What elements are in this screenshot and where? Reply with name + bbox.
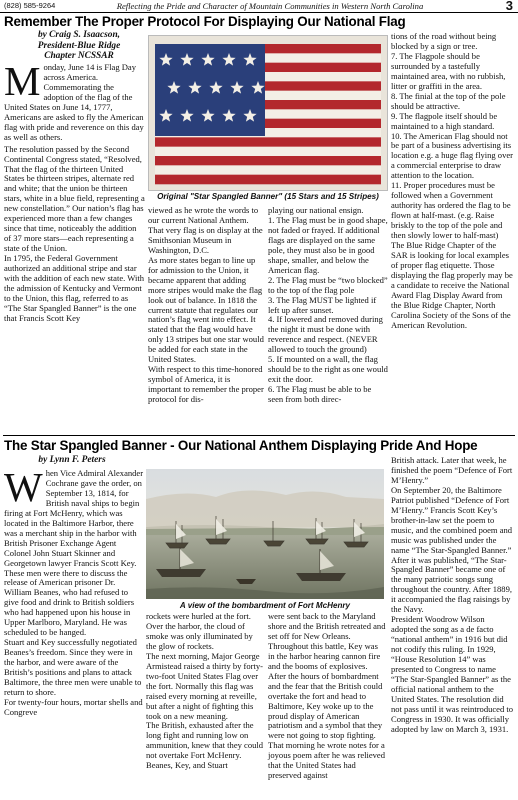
- article1-lead: onday, June 14 is Flag Day across America. Commemorating the adoption of the flag of the United States on June 14, 1777, Americans are asked to fly the American flag with pride and reverence on this day as well as others.: [4, 62, 144, 142]
- page-header: [0, 0, 518, 13]
- flag-stripe: [155, 175, 381, 185]
- fort-caption: A view of the bombardment of Fort McHenry: [179, 601, 351, 610]
- paragraph: The British, exhausted after the long fight and running low on ammunition, knew that they could not overtake Fort McHenry. Beanes, Key, and Stuart: [146, 720, 264, 771]
- paragraph: For twenty-four hours, mortar shells and Congreve: [4, 696, 143, 717]
- flag-stripe: [155, 156, 381, 166]
- paragraph: The next morning, Major George Armistead raised a thirty by forty-two-foot United States Flag over the fort. Normally this flag was raised every morning at reveille, but after a night of fighting this took on a new meaning.: [146, 650, 264, 721]
- article1-byline: [12, 30, 146, 62]
- flag-stripe: [155, 137, 381, 147]
- article2-headline: The Star Spangled Banner - Our National Anthem Displaying Pride And Hope: [4, 438, 478, 453]
- dropcap-w: W: [4, 464, 43, 510]
- paragraph: As more states began to line up for admission to the Union, it became apparent that adding more stripes would make the flag look out of balance. In 1818 the current statute that regulates our nation’s flag went into effect. It stated that the flag would have only 13 stripes but one star would be added for each state in the United States.: [148, 254, 264, 365]
- paragraph: 9. The flagpole itself should be maintained to a high standard.: [391, 110, 498, 131]
- paragraph: British attack. Later that week, he finished the poem “Defence of Fort M’Henry.”: [391, 455, 513, 485]
- paragraph: 6. The Flag must be able to be seen from both direc-: [268, 384, 372, 405]
- fort-mchenry-image: [146, 469, 384, 599]
- article1-headline: Remember The Proper Protocol For Displaying Our National Flag: [4, 14, 406, 29]
- paragraph: 1. The Flag must be in good shape, not faded or frayed. If additional flags are displayed on the same pole, they must also be in good shape, smaller, and below the American flag.: [268, 214, 388, 275]
- article2-column-1: [4, 464, 144, 718]
- byline-line: President-Blue Ridge: [37, 40, 121, 51]
- paragraph: 11. Proper procedures must be followed when a Government authority has ordered the flag to be flown at half-mast. (e.g. Raise briskly to the top of the pole and then slowly lower to half-mast): [391, 180, 511, 241]
- paragraph: 7. The Flagpole should be surrounded by a tastefully maintained area, with no rubbish, litter or graffiti in the area.: [391, 50, 506, 91]
- paragraph: playing our national ensign.: [268, 205, 364, 215]
- paragraph: viewed as he wrote the words to our current National Anthem. That very flag is on display at the Smithsonian Museum in Washington, D.C.: [148, 205, 263, 255]
- flag-image: [148, 35, 388, 191]
- page-number: 3: [505, 0, 513, 13]
- paragraph: hen Vice Admiral Alexander Cochrane gave the order, on September 13, 1814, for British naval ships to begin firing at Fort McHenry, which was located in the Baltimore Harbor, there was a merchant ship in the harbor with British Prisoner Exchange Agent Colonel John Stuart Skinner and Georgetown lawyer Francis Scott Key. These men were there to discuss the release of American prisoner Dr. William Beanes, who had refused to give food and drink to British soldiers who had happened upon his house in Upper Marlboro, Maryland. He was scheduled to be hanged.: [4, 468, 144, 638]
- flag-stripe: [155, 165, 381, 175]
- section-divider: [3, 435, 515, 436]
- paragraph: 8. The finial at the top of the pole should be attractive.: [391, 90, 506, 111]
- paragraph: 10. The American Flag should not be part of a business advertising its location e.g. a huge flag flying over a commercial enterprise to draw attention to the location.: [391, 130, 513, 181]
- article1-column-4: [391, 32, 513, 331]
- paragraph: rockets were hurled at the fort. Over the harbor, the cloud of smoke was only illuminated by the glow of rockets.: [146, 611, 253, 651]
- paragraph: The Blue Ridge Chapter of the SAR is looking for local examples of proper flag etiquette. Those displaying the flag properly may be a candidate to receive the National Award Flag Display Award from the Blue Ridge Chapter, North Carolina Society of the Sons of the American Revolution.: [391, 240, 513, 330]
- paragraph: In 1795, the Federal Government authorized an additional stripe and star with the addition of each new state. With the admission of Kentucky and Vermont to the Union, this flag, referred to as “The Star Spangled Banner” is the one that Francis Scott Key: [4, 253, 145, 323]
- article2-column-2: [146, 612, 264, 771]
- article1-column-3: [268, 206, 388, 405]
- paragraph: 4. If lowered and removed during the night it must be done with reverence and respect. (NEVER allowed to touch the ground): [268, 314, 383, 355]
- paragraph: tions of the road without being blocked by a sign or tree.: [391, 31, 497, 51]
- article1-column-1: [4, 58, 145, 324]
- paragraph: After it was published, “The Star-Spangled Banner” became one of the many patriotic songs sung throughout the country. After 1889, it accompanied the flag raisings by the Navy.: [391, 554, 512, 615]
- flag-svg: [149, 36, 387, 190]
- flag-caption: Original "Star Spangled Banner" (15 Stars and 15 Stripes): [157, 192, 379, 201]
- paragraph: Stuart and Key successfully negotiated Beanes’s freedom. Since they were in the harbor, and were aware of the British’s positions and plans to attack Baltimore, the three men were unable to return to shore.: [4, 637, 142, 697]
- byline-line: Chapter NCSSAR: [44, 51, 114, 61]
- article1-column-2: [148, 206, 264, 405]
- paragraph: President Woodrow Wilson adopted the song as a de facto “national anthem” in 1916 but did not codify this ruling. In 1929, “House Resolution 14” was presented to Congress to name “The Star-Spangled Banner” as the official national anthem to the United States. The resolution did not pass until it was reintroduced to Congress in 1930. It was officially adopted by law on March 3, 1931.: [391, 614, 514, 734]
- paragraph: 5. If mounted on a wall, the flag should be to the right as one would exit the door.: [268, 354, 388, 385]
- paragraph: 2. The Flag must be “two blocked” to the top of the flag pole: [268, 274, 388, 295]
- paragraph: On September 20, the Baltimore Patriot published “Defence of Fort M’Henry.” Francis Scott Key’s brother-in-law set the poem to music, and the combined poem and music was published under the name “The Star-Spangled Banner.”: [391, 484, 513, 555]
- flag-stripe: [155, 147, 381, 157]
- phone-number: (828) 585-9264: [4, 1, 56, 10]
- article2-column-3: [268, 612, 386, 781]
- tagline: Reflecting the Pride and Character of Mountain Communities in Western North Carolina: [116, 1, 424, 11]
- paragraph: The resolution passed by the Second Continental Congress stated, “Resolved, That the flag of the thirteen United States be thirteen stripes, alternate red and white; that the union be thirteen stars, white in a blue field, representing a new constellation.” Our nation’s flag has experienced more than a few changes since that time, noticeably the addition of 37 more stars—each representing a state of the Union.: [4, 143, 145, 254]
- paragraph: With respect to this time-honored symbol of America, it is important to remember the proper protocol for dis-: [148, 364, 264, 405]
- paragraph: Throughout this battle, Key was in the harbor hearing cannon fire and the booms of explosives. After the hours of bombardment and the fear that the British could overtake the fort and head to Baltimore, Key woke up to the proud display of American patriotism and a symbol that they were not going to stop fighting. That morning he wrote notes for a joyous poem after he was relieved that the United States had preserved against: [268, 640, 386, 781]
- paragraph: were sent back to the Maryland shore and the British retreated and set off for New Orleans.: [268, 611, 386, 641]
- bombardment-painting: [146, 469, 384, 599]
- byline-line: by Craig S. Isaacson,: [37, 30, 121, 40]
- paragraph: 3. The Flag MUST be lighted if left up after sunset.: [268, 294, 377, 315]
- article2-column-4: [391, 456, 513, 735]
- dropcap-m: M: [4, 58, 41, 104]
- article2-byline: by Lynn F. Peters: [38, 455, 106, 465]
